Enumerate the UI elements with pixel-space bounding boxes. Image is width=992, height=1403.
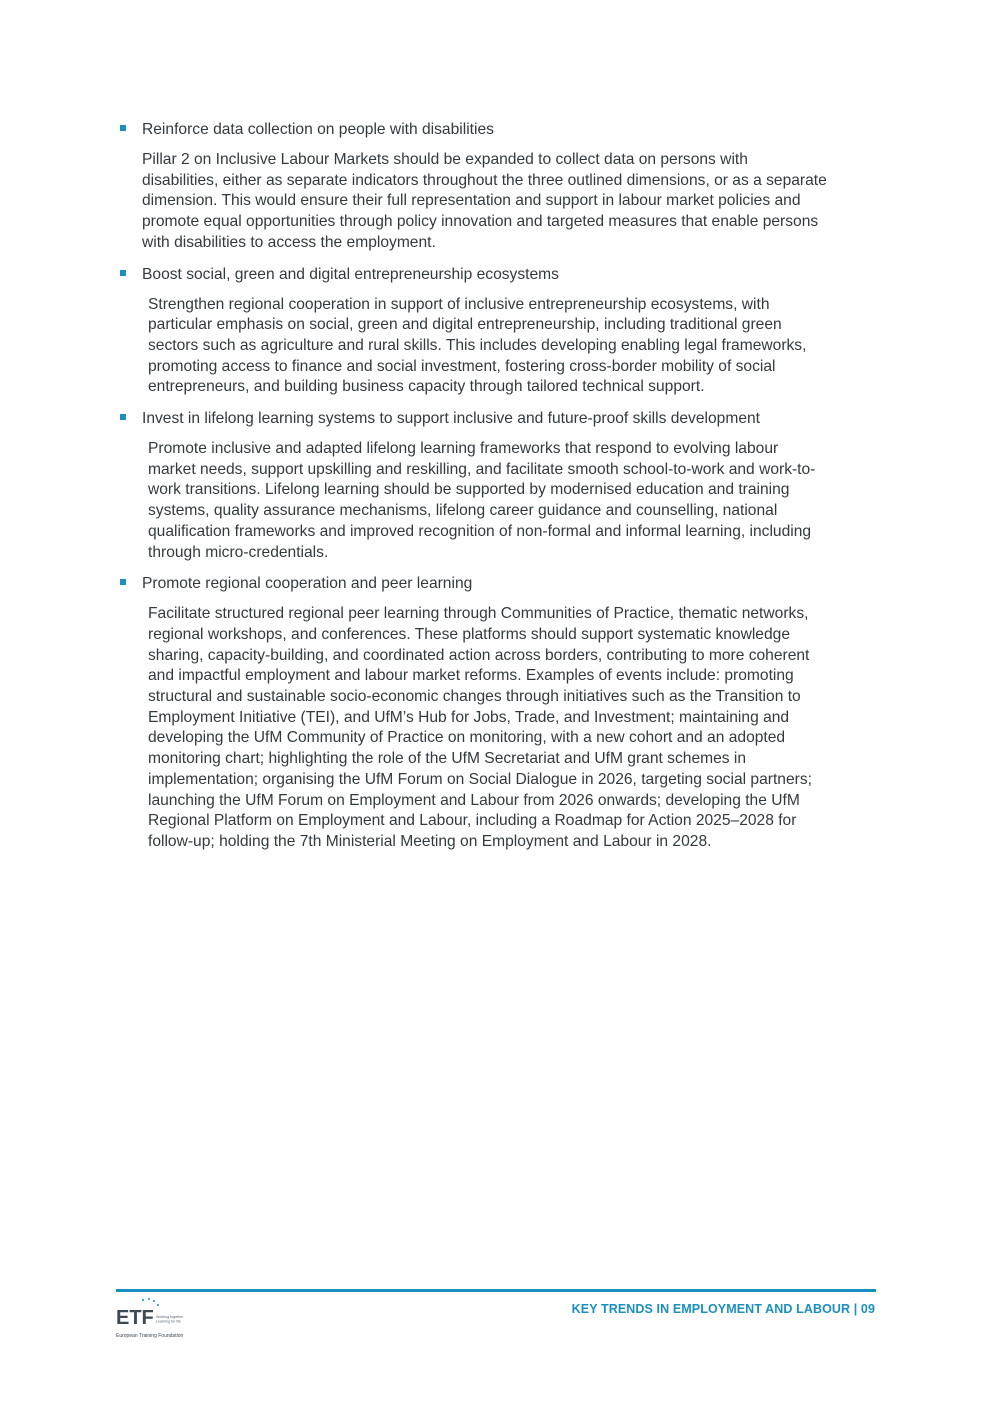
list-item — [118, 264, 878, 399]
footer-divider — [116, 1289, 876, 1292]
square-bullet-icon — [120, 270, 126, 276]
list-item-heading-text: Promote regional cooperation and peer learning — [142, 575, 473, 593]
list-item — [118, 573, 878, 852]
list-item-paragraph: Facilitate structured regional peer learning through Communities of Practice, thematic networks, regional workshops, and conferences. These platforms should support systematic knowledge sharing, capacity-building, and coordinated action across borders, contributing to more coherent and impactful employment and labour market reforms. Examples of events include: promoting structural and sustainable socio-economic changes through initiatives such as the Transition to Employment Initiative (TEI), and UfM’s Hub for Jobs, Trade, and Investment; maintaining and developing the UfM Community of Practice on monitoring, with a new cohort and an adopted monitoring chart; highlighting the role of the UfM Secretariat and UfM grant schemes in implementation; organising the UfM Forum on Social Dialogue in 2026, targeting social partners; launching the UfM Forum on Employment and Labour from 2026 onwards; developing the UfM Regional Platform on Employment and Labour, including a Roadmap for Action 2025–2028 for follow-up; holding the 7th Ministerial Meeting on Employment and Labour in 2028. — [148, 605, 812, 850]
list-item-heading — [118, 119, 878, 141]
list-item-paragraph: Strengthen regional cooperation in support of inclusive entrepreneurship ecosystems, with particular emphasis on social, green and digital entrepreneurship, including traditional green sectors such as agriculture and rural skills. This includes developing enabling legal frameworks, promoting access to finance and social investment, fostering cross-border mobility of social entrepreneurs, and building business capacity through tailored technical support. — [148, 295, 807, 396]
square-bullet-icon — [120, 579, 126, 585]
list-item-heading-text: Invest in lifelong learning systems to support inclusive and future-proof skills development — [142, 410, 761, 428]
logo-stars — [142, 1298, 159, 1306]
list-item-heading-text: Boost social, green and digital entrepreneurship ecosystems — [142, 265, 559, 283]
list-item-paragraph: Promote inclusive and adapted lifelong learning frameworks that respond to evolving labour market needs, support upskilling and reskilling, and facilitate smooth school-to-work and work-to- work transitions. Lifelong learning should be supported by modernised education and training systems, quality assurance mechanisms, lifelong career guidance and counselling, national qualification frameworks and improved recognition of non-formal and informal learning, including through micro-credentials. — [148, 440, 816, 561]
footer-running-title: KEY TRENDS IN EMPLOYMENT AND LABOUR | 09 — [571, 1302, 875, 1316]
list-item — [118, 408, 878, 563]
logo-wordmark: ETF — [116, 1307, 154, 1329]
list-item — [118, 119, 878, 254]
square-bullet-icon — [120, 414, 126, 420]
list-item-heading — [118, 264, 878, 286]
logo-org-name: European Training Foundation — [116, 1333, 184, 1339]
list-item-heading — [118, 573, 878, 595]
list-item-paragraph: Pillar 2 on Inclusive Labour Markets should be expanded to collect data on persons with disabilities, either as separate indicators throughout the three outlined dimensions, or as a separate dimension. This would ensure their full representation and support in labour market policies and promote equal opportunities through policy innovation and targeted measures that enable persons with disabilities to access the employment. — [142, 151, 827, 251]
list-item-heading — [118, 408, 878, 430]
logo-tagline: Working together Learning for life — [156, 1315, 184, 1324]
etf-logo-icon — [116, 1297, 196, 1341]
document-body — [118, 119, 878, 863]
square-bullet-icon — [120, 125, 126, 131]
list-item-heading-text: Reinforce data collection on people with disabilities — [142, 121, 494, 138]
